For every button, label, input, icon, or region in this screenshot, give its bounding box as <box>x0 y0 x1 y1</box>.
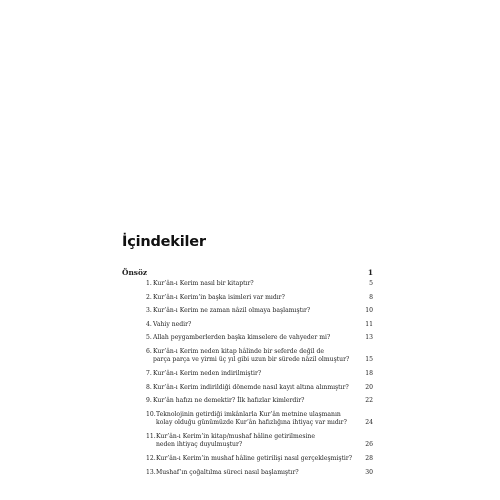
toc-section-onsoz[interactable] <box>122 267 373 279</box>
toc-entry-text <box>146 294 357 303</box>
toc-entry[interactable] <box>122 433 373 450</box>
toc-entry-text <box>146 348 357 365</box>
toc-entry-page-number: 26 <box>365 441 373 449</box>
toc-title: İçindekiler <box>122 234 206 250</box>
toc-entry-text <box>146 397 357 406</box>
toc-entry[interactable] <box>122 397 373 406</box>
toc-entry-page-number: 22 <box>365 397 373 405</box>
toc-entry-text <box>146 469 357 478</box>
toc-entry[interactable] <box>122 321 373 330</box>
toc-entry-page-number: 30 <box>365 468 373 476</box>
toc-entry[interactable] <box>122 307 373 316</box>
toc-entry-line: Kur’ân-ı Kerim’in mushaf hâline getirilişi nasıl gerçekleşmiştir? <box>156 455 353 463</box>
toc-entry[interactable] <box>122 334 373 343</box>
toc-entry-page-number: 5 <box>369 280 373 287</box>
toc-entry-number: 4. <box>146 320 152 328</box>
toc-entry[interactable] <box>122 280 373 289</box>
table-of-contents <box>122 267 373 482</box>
toc-entry-line: Kur’ân-ı Kerim nasıl bir kitaptır? <box>153 280 254 287</box>
toc-entry-page-number: 11 <box>365 320 373 328</box>
toc-entry-page-number: 10 <box>365 307 373 315</box>
toc-entry-number: 2. <box>146 293 152 301</box>
toc-entry[interactable] <box>122 384 373 393</box>
toc-entry-line: Kur’ân hafızı ne demektir? İlk hafızlar kimlerdir? <box>153 397 305 405</box>
toc-entry-text <box>146 307 357 316</box>
toc-entry-number: 1. <box>146 280 152 287</box>
toc-entry-text <box>146 433 357 450</box>
toc-entry-number: 5. <box>146 334 152 342</box>
toc-entry-page-number: 20 <box>365 383 373 391</box>
toc-entries <box>122 280 373 477</box>
toc-entry-text <box>146 455 357 464</box>
toc-entry[interactable] <box>122 348 373 365</box>
toc-entry-page-number: 15 <box>365 356 373 364</box>
toc-entry-line: Teknolojinin getirdiği imkânlarla Kur’ân metnine ulaşmanın <box>156 410 341 418</box>
toc-entry-number: 7. <box>146 370 152 378</box>
toc-section-label: Önsöz <box>122 268 148 277</box>
toc-entry-page-number: 18 <box>365 370 373 378</box>
toc-entry-line: parça parça ve yirmi üç yıl gibi uzun bir sürede nâzil olmuştur? <box>153 356 350 364</box>
toc-entry-line: Kur’ân-ı Kerim neden kitap hâlinde bir seferde değil de <box>153 347 324 355</box>
toc-entry-line: kolay olduğu günümüzde Kur’ân hafızlığına ihtiyaç var mıdır? <box>156 419 347 427</box>
toc-entry-line: Vahiy nedir? <box>153 320 192 328</box>
toc-entry-page-number: 8 <box>369 293 373 301</box>
toc-entry-number: 11. <box>146 432 156 440</box>
toc-entry-number: 12. <box>146 455 156 463</box>
toc-entry-line: Kur’ân-ı Kerim neden indirilmiştir? <box>153 370 262 378</box>
toc-entry-page-number: 28 <box>365 455 373 463</box>
toc-entry-line: Kur’ân-ı Kerim’in kitap/mushaf hâline getirilmesine <box>156 432 315 440</box>
toc-entry-text <box>146 411 357 428</box>
toc-entry[interactable] <box>122 469 373 478</box>
toc-entry-text <box>146 321 357 330</box>
toc-entry-line: Kur’ân-ı Kerim’in başka isimleri var mıdır? <box>153 293 285 301</box>
toc-entry[interactable] <box>122 294 373 303</box>
toc-entry-line: Mushaf’ın çoğaltılma süreci nasıl başlamıştır? <box>156 468 299 476</box>
toc-entry-page-number: 13 <box>365 334 373 342</box>
toc-entry-line: Allah peygamberlerden başka kimselere de vahyeder mi? <box>153 334 331 342</box>
toc-entry-number: 6. <box>146 347 152 355</box>
toc-entry-text <box>146 334 357 343</box>
toc-entry-line: Kur’ân-ı Kerim indirildiği dönemde nasıl kayıt altına alınmıştır? <box>153 383 349 391</box>
toc-entry[interactable] <box>122 455 373 464</box>
toc-entry-page-number: 24 <box>365 419 373 427</box>
toc-entry-text <box>146 370 357 379</box>
toc-entry-line: Kur’ân-ı Kerim ne zaman nâzil olmaya başlamıştır? <box>153 307 311 315</box>
toc-entry-number: 13. <box>146 468 156 476</box>
toc-entry-number: 9. <box>146 397 152 405</box>
toc-entry-line: neden ihtiyaç duyulmuştur? <box>156 441 243 449</box>
toc-entry-text <box>146 384 357 393</box>
toc-entry-number: 10. <box>146 410 156 418</box>
toc-entry-text <box>146 280 357 289</box>
toc-entry-number: 3. <box>146 307 152 315</box>
toc-entry[interactable] <box>122 370 373 379</box>
toc-entry-number: 8. <box>146 383 152 391</box>
toc-entry[interactable] <box>122 411 373 428</box>
toc-section-page-number: 1 <box>367 268 373 277</box>
